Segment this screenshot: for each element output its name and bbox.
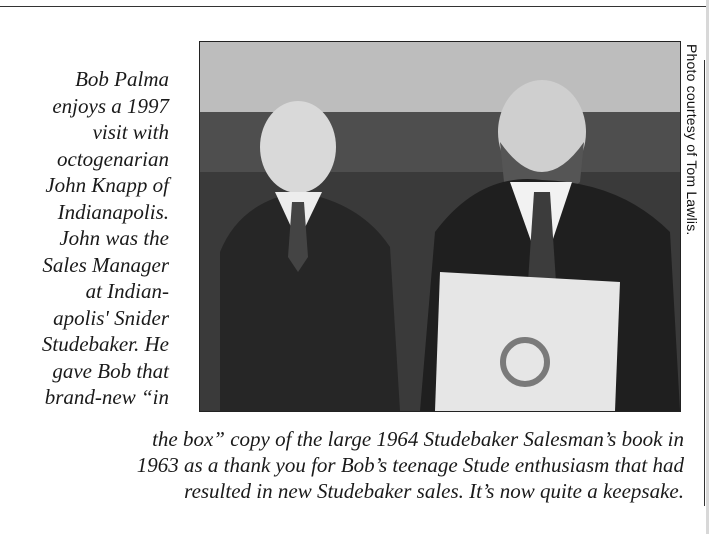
photo-image	[200, 42, 680, 411]
caption-line: 1963 as a thank you for Bob’s teenage Stude enthusiasm that had	[136, 453, 684, 477]
photo-credit: Photo courtesy of Tom Lawlis.	[684, 44, 700, 236]
right-rule	[704, 60, 705, 506]
caption-line: Indianapolis.	[57, 199, 169, 224]
caption-line: brand-new “in	[44, 385, 169, 409]
photo	[199, 41, 681, 412]
caption-line: apolis' Snider	[53, 305, 169, 330]
caption-line: gave Bob that	[52, 358, 169, 383]
top-rule	[0, 6, 709, 7]
caption-line: octogenarian	[57, 146, 169, 171]
caption-line: Bob Palma	[75, 67, 169, 91]
caption-line: Sales Manager	[42, 252, 169, 277]
caption-line: John was the	[59, 226, 169, 250]
caption-line: John Knapp of	[45, 173, 169, 197]
caption-line: the box” copy of the large 1964 Studebaker Salesman’s book in	[152, 427, 684, 451]
caption-line: resulted in new Studebaker sales. It’s now quite a keepsake.	[184, 479, 684, 503]
caption-line: enjoys a 1997	[52, 93, 169, 118]
caption-line: Studebaker. He	[41, 332, 169, 356]
caption-line: visit with	[92, 120, 169, 144]
caption-line: at Indian-	[85, 279, 169, 303]
